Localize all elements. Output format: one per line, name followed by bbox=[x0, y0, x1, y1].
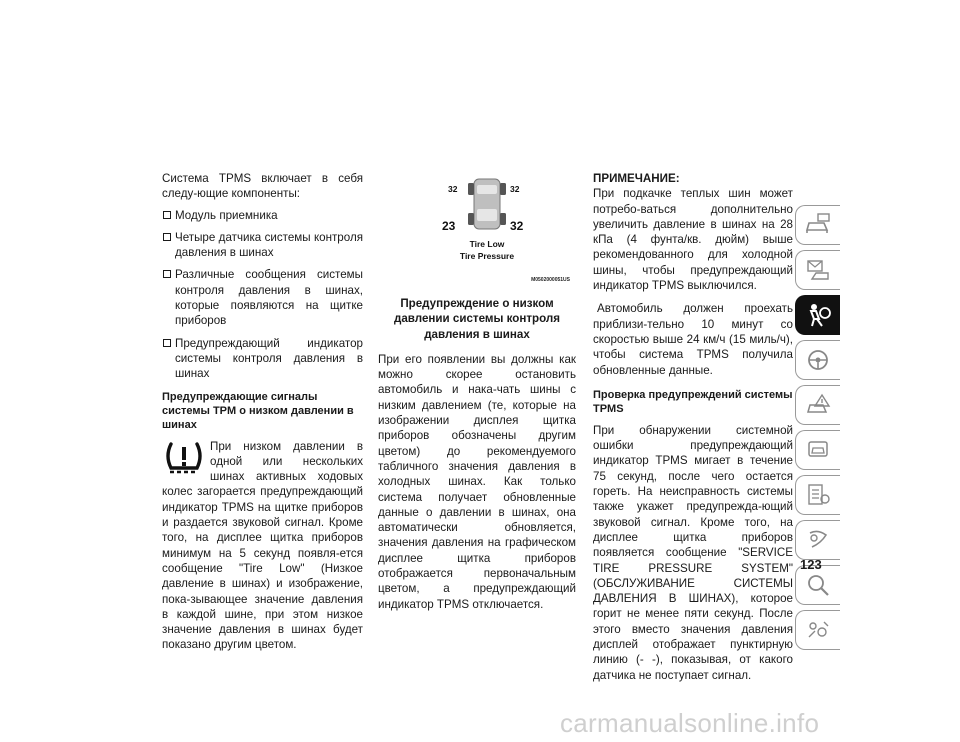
safety-airbag-icon bbox=[804, 302, 832, 328]
section-heading: Предупреждающие сигналы системы TPM о низком давлении в шинах bbox=[162, 390, 354, 431]
specifications-icon bbox=[804, 527, 832, 553]
list-item: Четыре датчика системы контроля давления в шинах bbox=[162, 230, 363, 261]
list-item: Предупреждающий индикатор системы контроля давления в шинах bbox=[162, 336, 363, 382]
tab-driving[interactable] bbox=[795, 340, 840, 380]
section-heading: Проверка предупреждений системы TPMS bbox=[593, 388, 793, 415]
warning-block bbox=[162, 439, 363, 653]
tab-specifications[interactable] bbox=[795, 520, 840, 560]
tab-service[interactable] bbox=[795, 430, 840, 470]
tab-dashboard[interactable] bbox=[795, 250, 840, 290]
middle-column bbox=[378, 171, 576, 612]
tab-safety[interactable] bbox=[795, 295, 840, 335]
vehicle-top-view-icon bbox=[468, 179, 506, 229]
tab-multimedia[interactable] bbox=[795, 610, 840, 650]
right-column bbox=[593, 171, 793, 683]
front-right-pressure: 32 bbox=[510, 184, 520, 194]
left-column bbox=[162, 171, 363, 653]
rear-left-pressure: 23 bbox=[442, 219, 456, 233]
car-service-icon bbox=[804, 437, 832, 463]
tire-low-label: Tire Low bbox=[469, 239, 505, 249]
page-number: 123 bbox=[800, 557, 822, 572]
note-body: При подкачке теплых шин может потребо-ваться дополнительно увеличить давление в шинах на 28 кПа (4 фунта/кв. дюйм) выше рекомендованного для холодной шины, чтобы предупреждающий индикатор TPMS выключился. bbox=[593, 187, 793, 293]
car-info-icon bbox=[804, 212, 832, 238]
search-index-icon bbox=[804, 572, 832, 598]
middle-body: При его появлении вы должны как можно скорее остановить автомобиль и нака-чать шины с низким давлением (те, которые на изображении дисплея щитка приборов обозначены другим цветом) до рекомендуемого табличного значения давления в холодных шинах. Как только система получает обновленные данные о давлении в шинах, она автоматически обновляется, значения давления на графическом дисплее щитка приборов отображается первоначальным цветом, а предупреждающий индикатор TPMS отключается. bbox=[378, 352, 576, 611]
car-warning-icon bbox=[804, 392, 832, 418]
tire-pressure-label: Tire Pressure bbox=[459, 251, 515, 261]
tab-car-info[interactable] bbox=[795, 205, 840, 245]
tire-pressure-display bbox=[426, 171, 546, 281]
front-left-pressure: 32 bbox=[448, 184, 458, 194]
tab-maintenance[interactable] bbox=[795, 475, 840, 515]
tire-low-figure bbox=[378, 171, 576, 289]
list-item: Модуль приемника bbox=[162, 208, 363, 223]
note-title: ПРИМЕЧАНИЕ: bbox=[593, 172, 680, 185]
figure-id: M0502000051US bbox=[531, 277, 570, 283]
figure-caption: Предупреждение о низком давлении системы контроля давления в шинах bbox=[393, 297, 561, 341]
maintenance-list-icon bbox=[804, 482, 832, 508]
update-paragraph: Автомобиль должен проехать приблизи-тельно 10 минут со скоростью выше 24 км/ч (15 миль/ч), чтобы система TPMS получила обновленные данные. bbox=[593, 302, 793, 377]
multimedia-icon bbox=[804, 617, 832, 643]
tpms-warning-icon bbox=[164, 440, 204, 476]
steering-wheel-icon bbox=[804, 347, 832, 373]
rear-right-pressure: 32 bbox=[510, 219, 524, 233]
tab-emergency[interactable] bbox=[795, 385, 840, 425]
warning-body: При низком давлении в одной или нескольких шинах активных ходовых колес загорается предупреждающий индикатор TPMS на щитке приборов и раздается звуковой сигнал. Кроме того, на дисплее щитка приборов минимум на 5 секунд появля-ется сообщение "Tire Low" (Низкое давление в шинах) и изображение, пока-зывающее значение давления в каждой шине, при этом низкое значение давления в шинах будет показано другим цветом. bbox=[162, 439, 363, 652]
chapter-tabs bbox=[795, 205, 840, 655]
intro-text: Система TPMS включает в себя следу-ющие компоненты: bbox=[162, 172, 363, 201]
list-item: Различные сообщения системы контроля давления в шинах, которые появляются на щитке приборов bbox=[162, 267, 363, 328]
dashboard-mail-icon bbox=[804, 257, 832, 283]
component-list bbox=[162, 208, 363, 382]
watermark: carmanualsonline.info bbox=[560, 708, 820, 738]
right-body: При обнаружении системной ошибки предупреждающий индикатор TPMS мигает в течение 75 секунд, после чего остается гореть. На неисправность системы также укажет предупрежда-ющий звуковой сигнал. Кроме того, на дисплее щитка приборов появляется сообщение "SERVICE TIRE PRESSURE SYSTEM" (ОБСЛУЖИВАНИЕ СИСТЕМЫ ДАВЛЕНИЯ В ШИНАХ), которое горит не менее пяти секунд. После этого вместо значения давления дисплей отображает пунктирную линию (- -), показывая, от какого датчика не поступает сигнал. bbox=[593, 423, 793, 682]
